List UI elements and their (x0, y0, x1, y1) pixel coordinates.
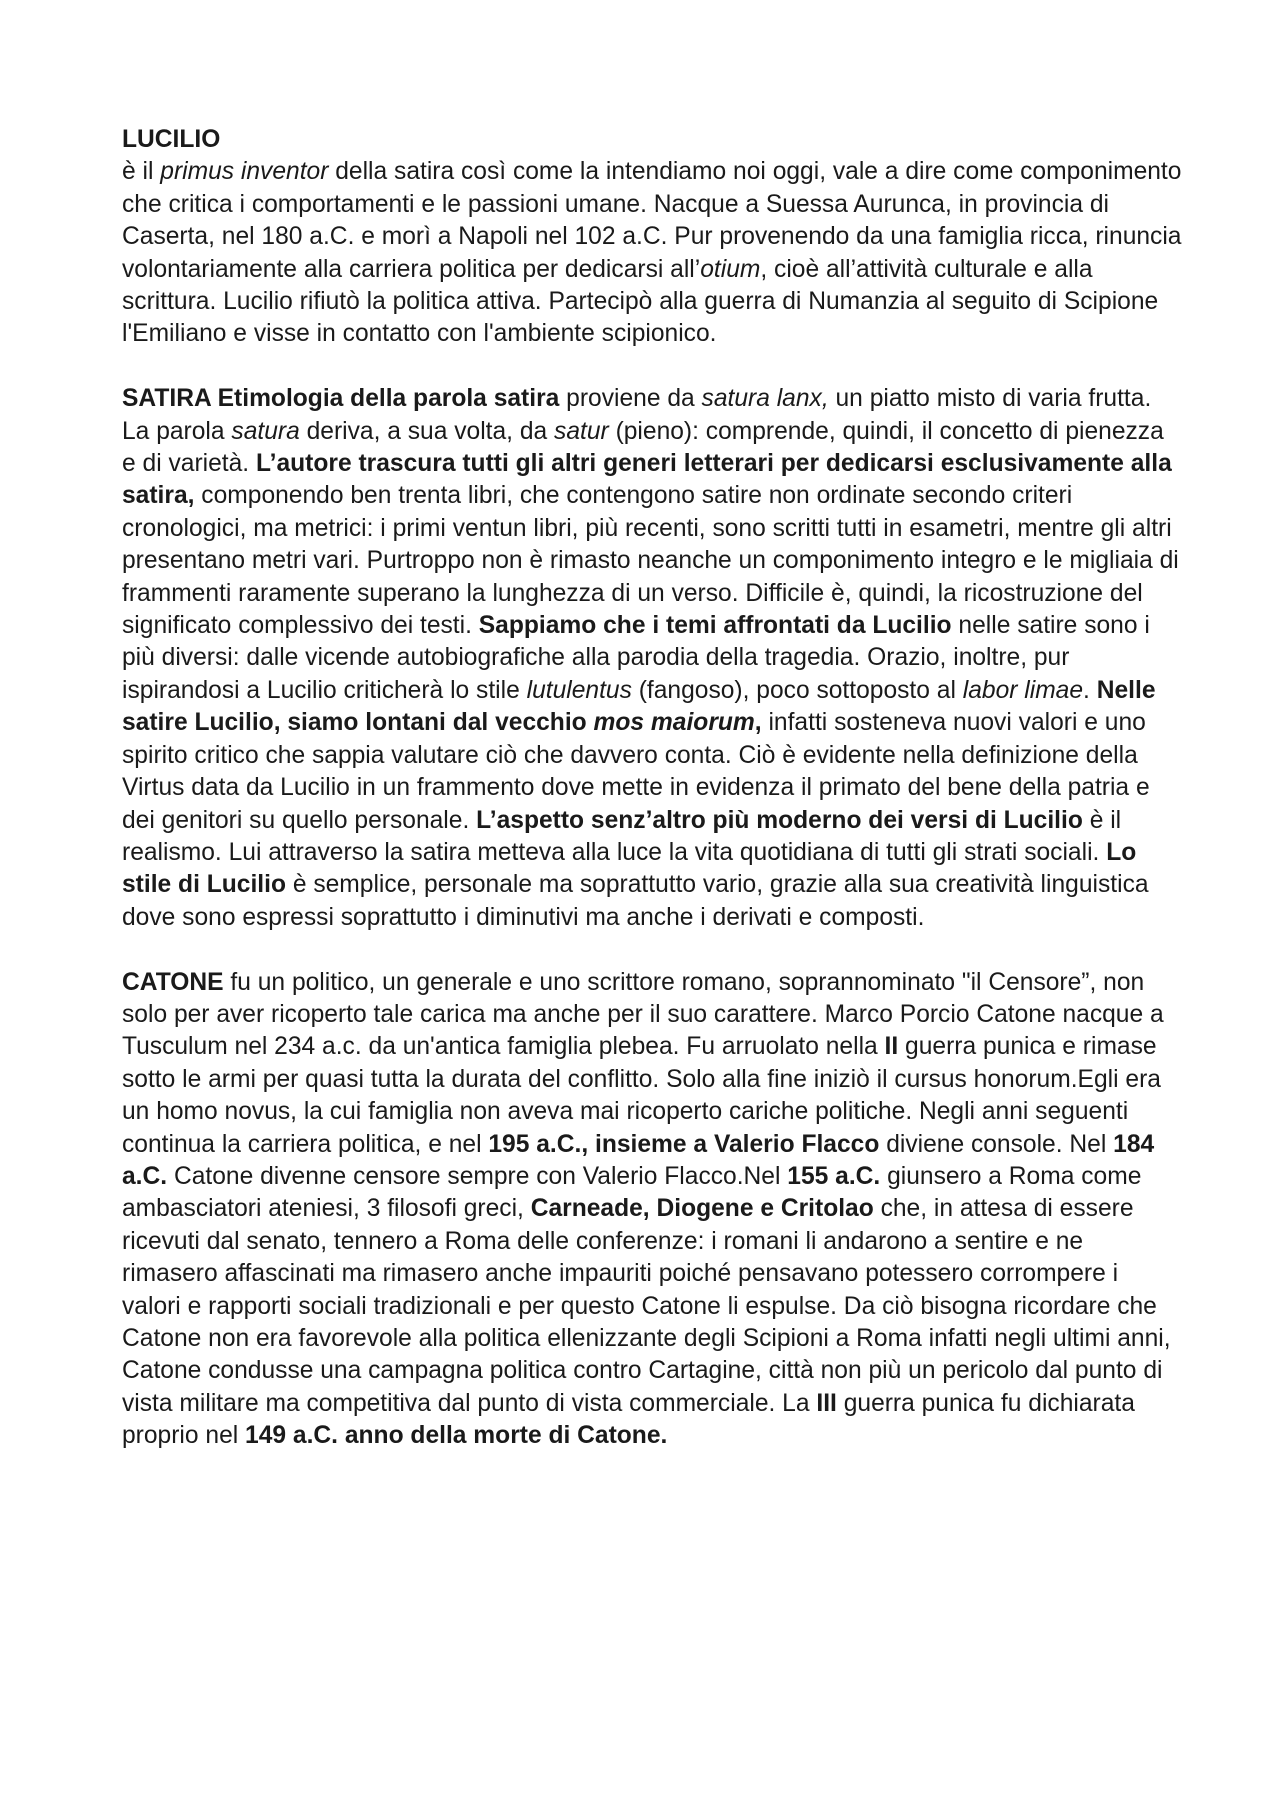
heading-lucilio: LUCILIO (122, 126, 221, 153)
text-run: che, in attesa di essere ricevuti dal senato, tennero a Roma delle conferenze: i romani li andarono a sentire e ne rimasero affascinati ma rimasero anche impauriti poiché pensavano potessero corrompere i valori e rapporti sociali tradizionali e per questo Catone li espulse. Da ciò bisogna ricordare che Catone non era favorevole alla politica ellenizzante degli Scipioni a Roma infatti negli ultimi anni, Catone condusse una campagna politica contro Cartagine, città non più un pericolo dal punto di vista militare ma competitiva dal punto di vista commerciale. La (122, 1195, 1171, 1417)
text-run: (fangoso), poco sottoposto al (631, 676, 963, 704)
paragraph-lucilio (122, 156, 1182, 350)
bold-run: 155 a.C. (787, 1162, 881, 1190)
section-catone (122, 967, 1182, 1453)
italic-run: satur (554, 417, 609, 445)
bold-run: Sappiamo che i temi affrontati da Lucilio (478, 612, 952, 640)
text-run: componendo ben trenta libri, che contengono satire non ordinate secondo criteri cronologici, ma metrici: i primi ventun libri, più recenti, sono scritti tutti in esametri, mentre gli altri presentano metri vari. Purtroppo non è rimasto neanche un componimento integro e le migliaia di frammenti raramente superano la lunghezza di un verso. Difficile è, quindi, la ricostruzione del significato complessivo dei testi. (122, 482, 1179, 640)
text-run: un piatto misto di varia frutta. La parola (122, 385, 1152, 445)
section-satira (122, 383, 1182, 934)
text-run: , cioè all’attività culturale e alla scrittura. Lucilio rifiutò la politica attiva. Partecipò alla guerra di Numanzia al seguito di Scipione l'Emiliano e visse in contatto con l'ambiente scipionico. (122, 255, 1159, 348)
text-run: nelle satire sono i più diversi: dalle vicende autobiografiche alla parodia della tragedia. Orazio, inoltre, pur ispirandosi a Lucilio criticherà lo stile (122, 612, 1150, 704)
italic-run: satura (231, 417, 300, 445)
bold-run: CATONE (122, 968, 224, 996)
text-run: . (1083, 676, 1097, 704)
text-run: è il (122, 158, 161, 186)
document-page (122, 124, 1182, 1485)
italic-run: satura lanx, (701, 385, 829, 413)
bold-italic-run (594, 709, 755, 736)
bold-run: Lo stile di Lucilio (122, 838, 1137, 899)
bold-run: II (884, 1033, 899, 1061)
text-run: è semplice, personale ma soprattutto vario, grazie alla sua creatività linguistica dove sono espressi soprattutto i diminutivi ma anche i derivati e composti. (122, 871, 1149, 931)
italic-run: primus inventor (160, 158, 329, 186)
text-run: (pieno): comprende, quindi, il concetto di pienezza e di varietà. (122, 417, 1164, 478)
bold-run: 184 a.C. (122, 1130, 1155, 1190)
bold-run: L’autore trascura tutti gli altri generi letterari per dedicarsi esclusivamente alla satira, (122, 450, 1172, 510)
paragraph-satira (122, 383, 1182, 934)
text-run: diviene console. Nel (879, 1130, 1114, 1158)
text-run: deriva, a sua volta, da (299, 417, 555, 445)
text-run: Catone divenne censore sempre con Valerio Flacco.Nel (167, 1162, 788, 1190)
text-run: giunsero a Roma come ambasciatori ateniesi, 3 filosofi greci, (122, 1162, 1142, 1223)
bold-run: , (754, 709, 762, 737)
italic-run: lutulentus (526, 676, 632, 704)
bold-run: SATIRA Etimologia della parola satira (122, 385, 560, 413)
text-run: proviene da (559, 385, 702, 413)
bold-run: Carneade, Diogene e Critolao (530, 1195, 874, 1223)
text-run: infatti sosteneva nuovi valori e uno spirito critico che sappia valutare ciò che davvero conta. Ciò è evidente nella definizione della Virtus data da Lucilio in un frammento dove mette in evidenza il primato del bene della patria e dei genitori su quello personale. (122, 709, 1150, 834)
bold-run: 195 a.C., insieme a Valerio Flacco (488, 1130, 880, 1158)
text-run: fu un politico, un generale e uno scrittore romano, soprannominato "il Censore”, non solo per aver ricoperto tale carica ma anche per il suo carattere. Marco Porcio Catone nacque a Tusculum nel 234 a.c. da un'antica famiglia plebea. Fu arruolato nella (122, 968, 1164, 1061)
bold-run: 149 a.C. anno della morte di Catone. (245, 1422, 668, 1450)
text-run: guerra punica e rimase sotto le armi per quasi tutta la durata del conflitto. Solo alla fine iniziò il cursus honorum.Egli era un homo novus, la cui famiglia non aveva mai ricoperto cariche politiche. Negli anni seguenti continua la carriera politica, e nel (122, 1033, 1161, 1158)
section-lucilio (122, 124, 1182, 351)
paragraph-catone (122, 967, 1182, 1453)
italic-run: labor limae (962, 676, 1084, 704)
italic-run: mos maiorum (593, 709, 755, 737)
italic-run: otium (700, 255, 761, 283)
text-run: è il realismo. Lui attraverso la satira metteva alla luce la vita quotidiana di tutti gli strati sociali. (122, 806, 1122, 866)
text-run: guerra punica fu dichiarata proprio nel (122, 1389, 1135, 1450)
text-run: della satira così come la intendiamo noi oggi, vale a dire come componimento che critica i comportamenti e le passioni umane. Nacque a Suessa Aurunca, in provincia di Caserta, nel 180 a.C. e morì a Napoli nel 102 a.C. Pur provenendo da una famiglia ricca, rinuncia volontariamente alla carriera politica per dedicarsi all’ (122, 158, 1182, 283)
bold-run: L’aspetto senz’altro più moderno dei versi di Lucilio (476, 806, 1083, 834)
bold-run: III (816, 1389, 837, 1417)
bold-run: Nelle satire Lucilio, siamo lontani dal vecchio (122, 676, 1156, 737)
